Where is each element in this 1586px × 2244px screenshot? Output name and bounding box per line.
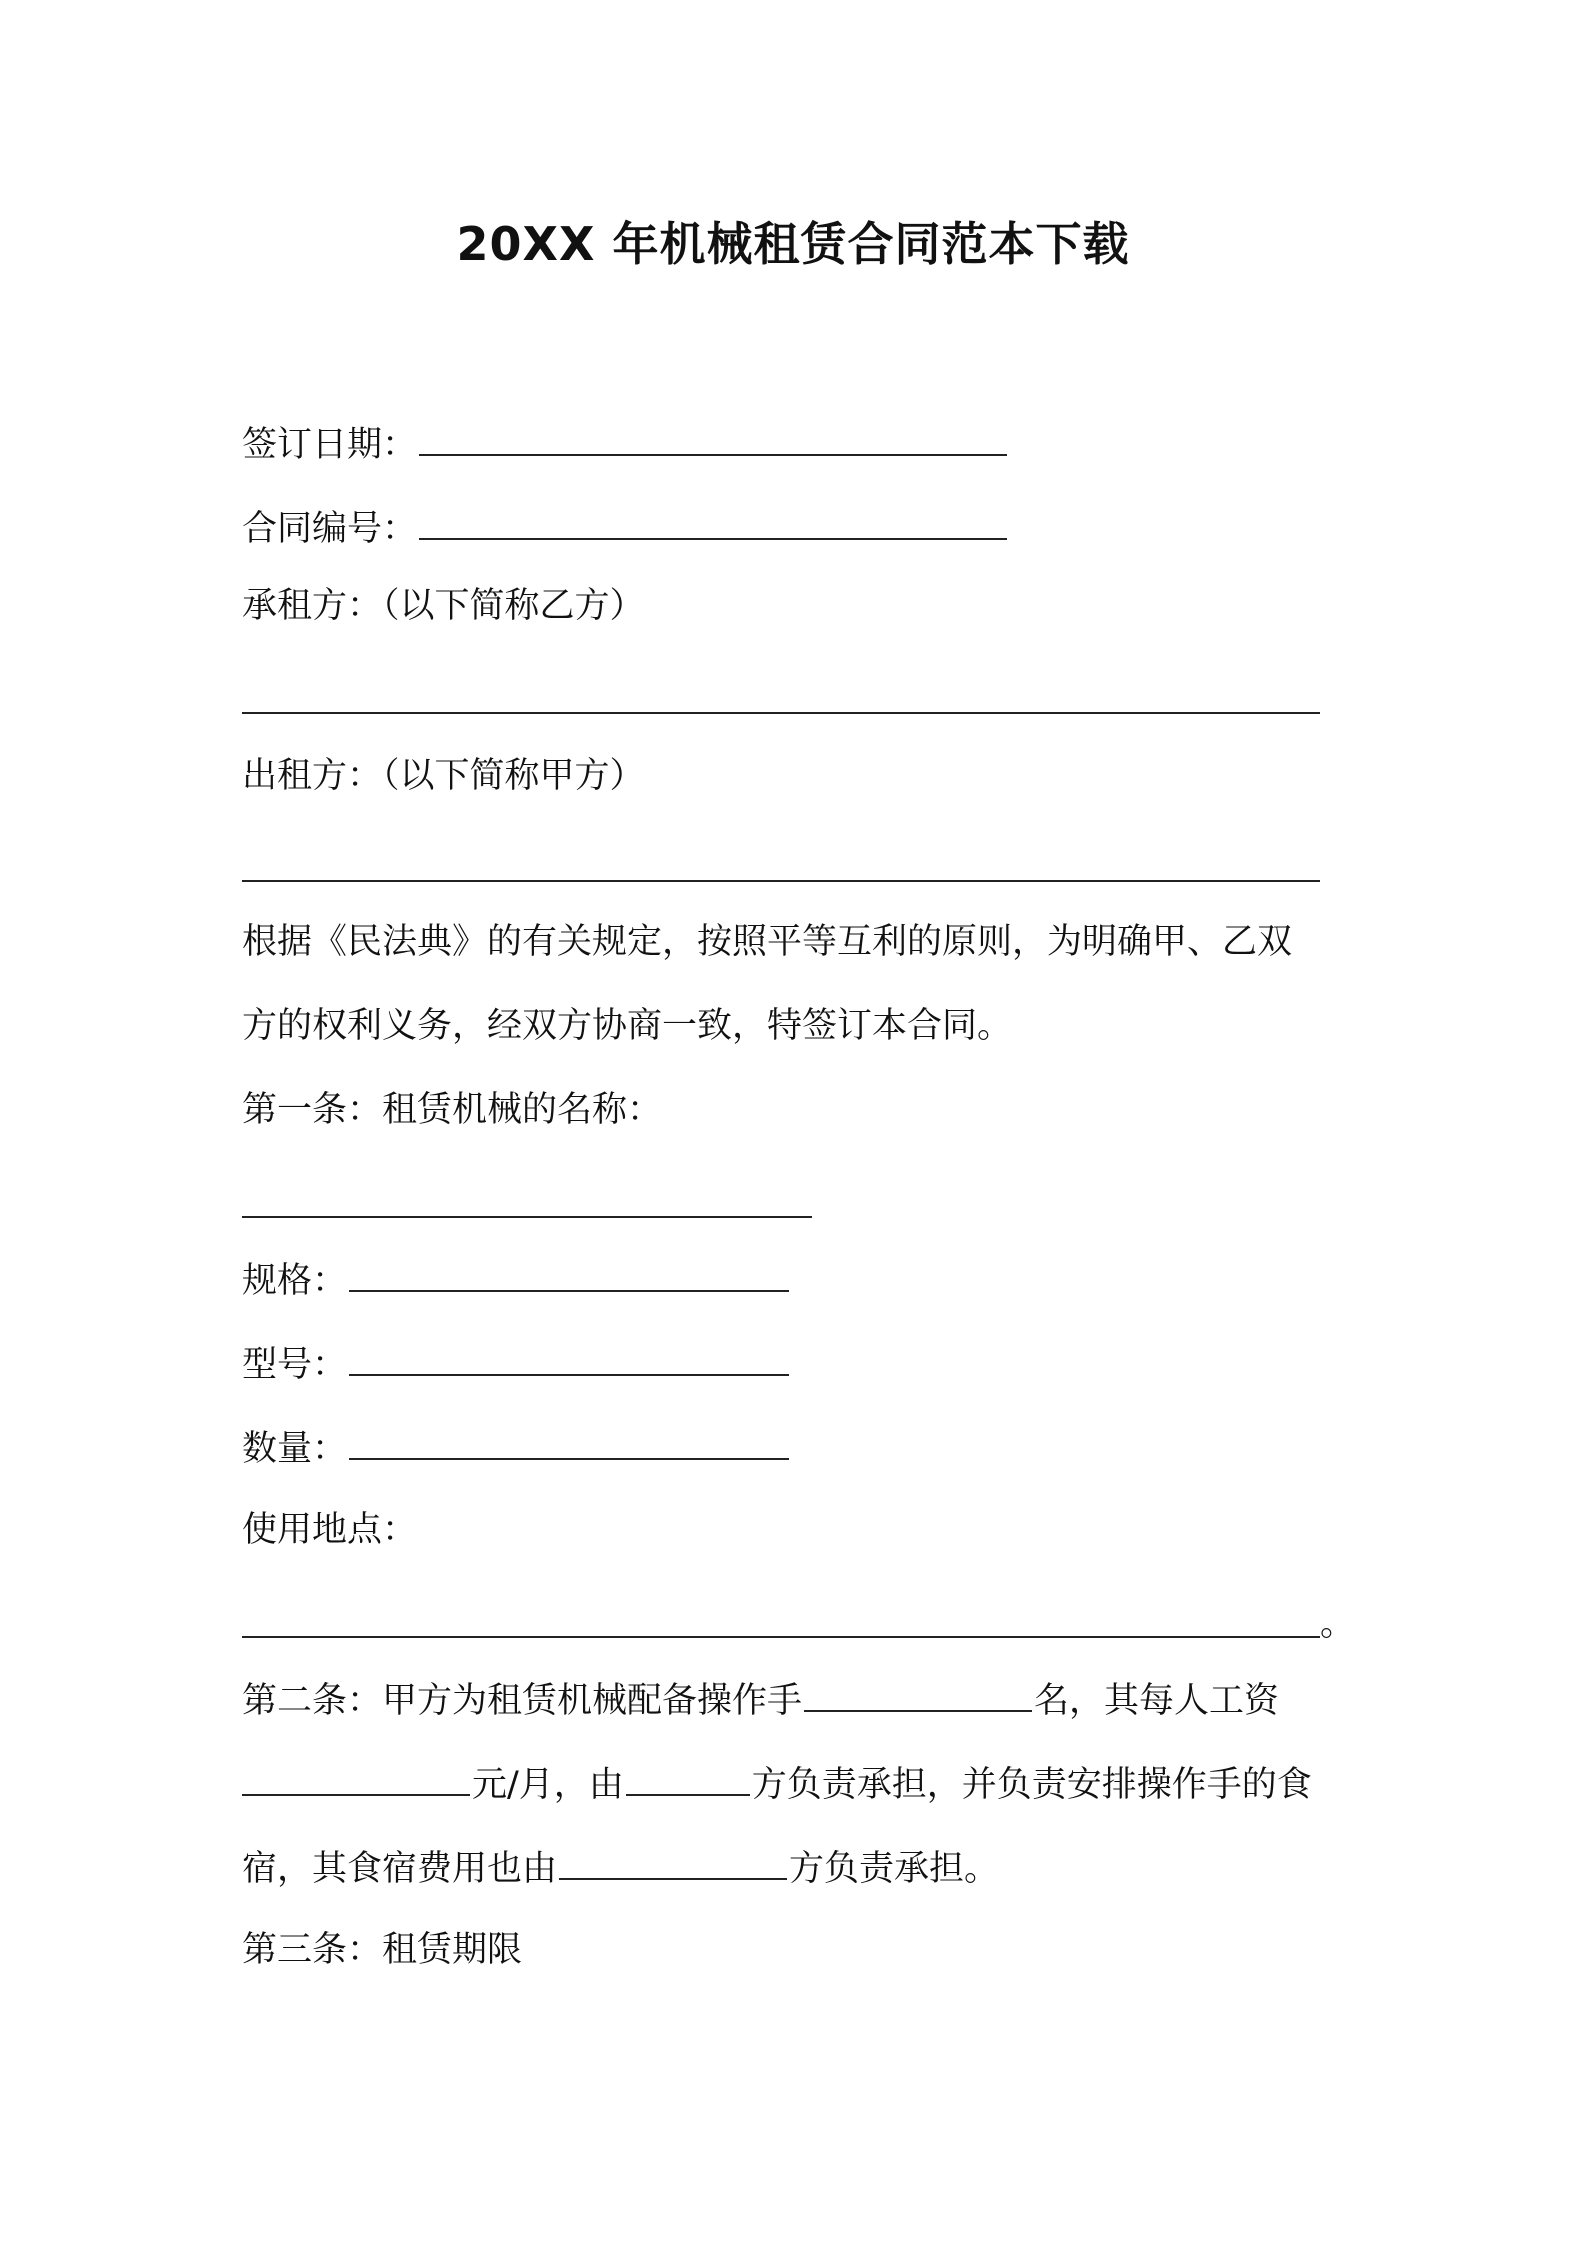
article3-label: 第三条：租赁期限 [242, 1930, 523, 1970]
spec-label: 规格： [242, 1261, 348, 1301]
location-label: 使用地点： [242, 1510, 418, 1550]
article2-part-4: 方负责承担，并负责安排操作手的食 [751, 1765, 1312, 1805]
spec-row [242, 1254, 791, 1305]
article1-label: 第一条：租赁机械的名称： [242, 1090, 663, 1130]
article2-part-2: 名，其每人工资 [1034, 1681, 1280, 1721]
contract-no-blank[interactable] [419, 502, 1007, 540]
intro-line-2: 方的权利义务，经双方协商一致，特签订本合同。 [242, 1006, 1013, 1046]
lessor-label: 出租方：（以下简称甲方） [242, 756, 645, 796]
article2-line-2 [242, 1758, 1312, 1809]
lessee-blank[interactable] [242, 712, 1320, 714]
wage-party-blank[interactable] [626, 1758, 750, 1796]
quantity-blank[interactable] [349, 1422, 789, 1460]
model-row [242, 1338, 791, 1389]
sign-date-row [242, 418, 1009, 469]
lessor-blank[interactable] [242, 880, 1320, 882]
document-title: 20XX 年机械租赁合同范本下载 [456, 217, 1130, 271]
article2-part-5: 宿，其食宿费用也由 [242, 1849, 558, 1889]
contract-no-row [242, 502, 1009, 553]
article2-line-3 [242, 1842, 999, 1893]
article2-part-3: 元/月，由 [472, 1765, 624, 1805]
model-label: 型号： [242, 1345, 348, 1385]
machine-name-blank[interactable] [242, 1216, 812, 1218]
sign-date-blank[interactable] [419, 418, 1007, 456]
article2-part-1: 第二条：甲方为租赁机械配备操作手 [242, 1681, 803, 1721]
article2-line-1 [242, 1674, 1279, 1725]
contract-no-label: 合同编号： [242, 509, 418, 549]
wage-blank[interactable] [242, 1758, 470, 1796]
lodging-party-blank[interactable] [559, 1842, 787, 1880]
lessee-label: 承租方：（以下简称乙方） [242, 586, 645, 626]
location-end: 。 [1320, 1604, 1356, 1644]
quantity-row [242, 1422, 791, 1473]
spec-blank[interactable] [349, 1254, 789, 1292]
article2-part-6: 方负责承担。 [789, 1849, 1000, 1889]
sign-date-label: 签订日期： [242, 425, 418, 465]
operator-count-blank[interactable] [804, 1674, 1032, 1712]
model-blank[interactable] [349, 1338, 789, 1376]
quantity-label: 数量： [242, 1429, 348, 1469]
location-blank[interactable] [242, 1636, 1320, 1638]
intro-line-1: 根据《民法典》的有关规定，按照平等互利的原则，为明确甲、乙双 [242, 922, 1293, 962]
